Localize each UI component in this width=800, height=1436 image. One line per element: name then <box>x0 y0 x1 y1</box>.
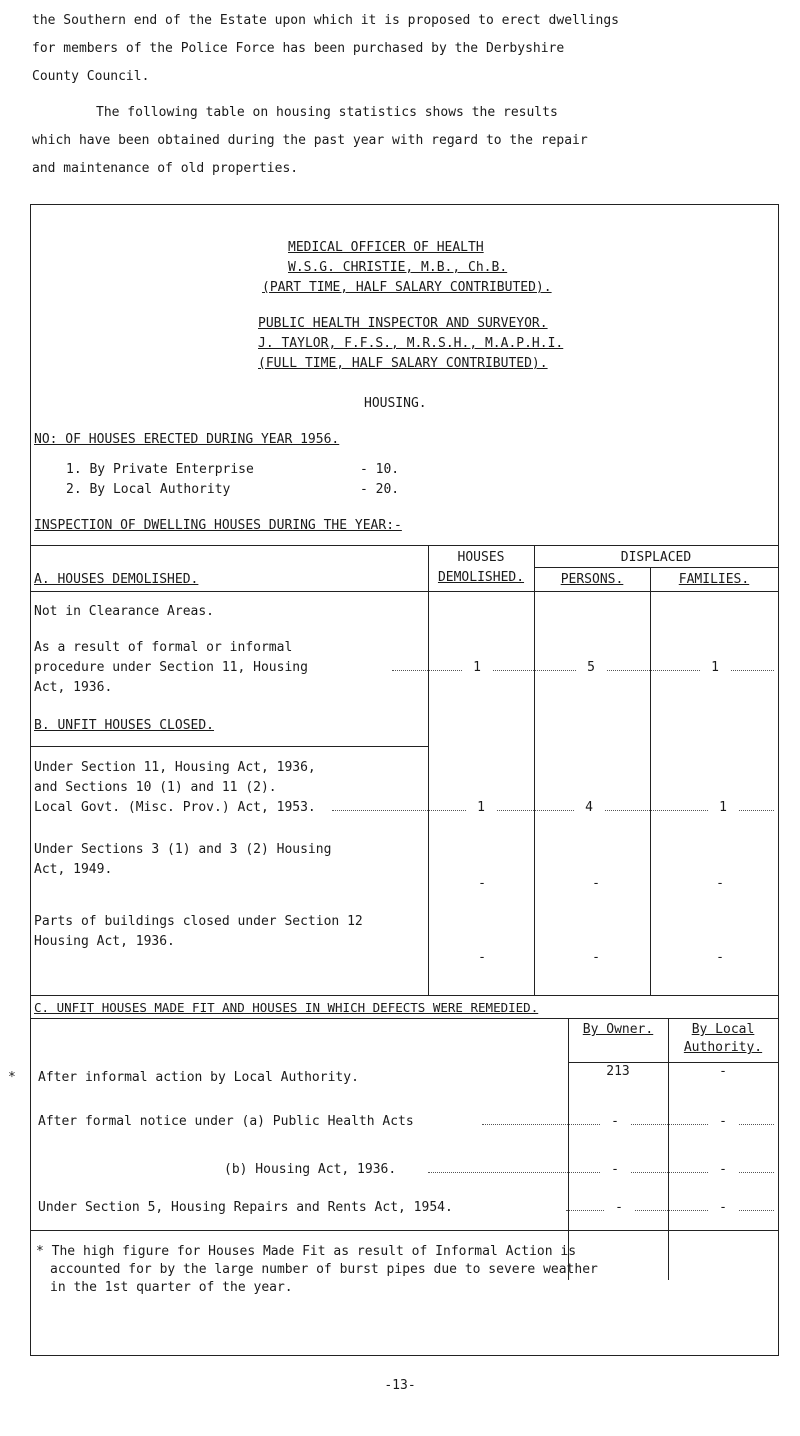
row4-houses-value: - <box>478 950 486 965</box>
row1-line-2: procedure under Section 11, Housing <box>34 660 308 675</box>
intro-line-5: which have been obtained during the past year with regard to the repair <box>32 133 588 148</box>
not-clearance-label: Not in Clearance Areas. <box>34 604 215 619</box>
row4-line-1: Parts of buildings closed under Section 12 <box>34 914 363 929</box>
table-c-header-bottom <box>568 1062 778 1063</box>
c-row2-la: - <box>708 1114 738 1129</box>
phi-title: PUBLIC HEALTH INSPECTOR AND SURVEYOR. <box>258 316 548 331</box>
frame-top-border <box>30 204 779 205</box>
col-houses-heading: HOUSES <box>457 550 505 565</box>
col-la-heading-2: Authority. <box>683 1040 763 1055</box>
moh-status: (PART TIME, HALF SALARY CONTRIBUTED). <box>262 280 552 295</box>
c-row3-la: - <box>708 1162 738 1177</box>
table-ab-col-2-divider <box>534 545 535 995</box>
row3-families-value: - <box>716 876 724 891</box>
row1-houses-value: 1 <box>462 660 492 675</box>
intro-line-4: The following table on housing statistics shows the results <box>96 105 558 120</box>
section-c-heading: C. UNFIT HOUSES MADE FIT AND HOUSES IN WHICH DEFECTS WERE REMEDIED. <box>34 1000 539 1015</box>
intro-line-3: County Council. <box>32 69 150 84</box>
footnote-line-1: * The high figure for Houses Made Fit as result of Informal Action is <box>36 1244 577 1259</box>
footnote-line-3: in the 1st quarter of the year. <box>50 1280 293 1295</box>
star-marker: * <box>8 1070 16 1085</box>
section-a-heading: A. HOUSES DEMOLISHED. <box>34 572 199 587</box>
erected-item-1-value: - 10. <box>360 462 400 477</box>
col-la-heading-1: By Local <box>691 1022 755 1037</box>
row3-line-1: Under Sections 3 (1) and 3 (2) Housing <box>34 842 332 857</box>
frame-right-border <box>778 204 779 1356</box>
c-row3-owner: - <box>600 1162 630 1177</box>
row2-line-2: and Sections 10 (1) and 11 (2). <box>34 780 277 795</box>
intro-line-6: and maintenance of old properties. <box>32 161 299 176</box>
section-b-heading: B. UNFIT HOUSES CLOSED. <box>34 718 215 733</box>
displaced-underline <box>534 567 778 568</box>
footnote-line-2: accounted for by the large number of burst pipes due to severe weather <box>50 1262 598 1277</box>
row1-line-1: As a result of formal or informal <box>34 640 293 655</box>
table-ab-header-bottom-border <box>30 591 778 592</box>
c-row4-label: Under Section 5, Housing Repairs and Rents Act, 1954. <box>38 1200 453 1215</box>
row3-persons-value: - <box>592 876 600 891</box>
moh-name: W.S.G. CHRISTIE, M.B., Ch.B. <box>288 260 508 275</box>
row1-families-value: 1 <box>700 660 730 675</box>
col-demolished-heading: DEMOLISHED. <box>437 570 525 585</box>
table-ab-bottom-border <box>30 995 778 996</box>
erected-item-2-label: 2. By Local Authority <box>66 482 231 497</box>
row4-persons-value: - <box>592 950 600 965</box>
erected-item-2-value: - 20. <box>360 482 400 497</box>
table-ab-col-1-divider <box>428 545 429 995</box>
c-row2-label: After formal notice under (a) Public Health Acts <box>38 1114 414 1129</box>
page-number: -13- <box>384 1378 416 1393</box>
inspection-title: INSPECTION OF DWELLING HOUSES DURING THE YEAR:- <box>34 518 402 533</box>
erected-title: NO: OF HOUSES ERECTED DURING YEAR 1956. <box>34 432 340 447</box>
row3-line-2: Act, 1949. <box>34 862 113 877</box>
c-row3-label: (b) Housing Act, 1936. <box>224 1162 397 1177</box>
c-row4-la: - <box>708 1200 738 1215</box>
intro-line-1: the Southern end of the Estate upon which it is proposed to erect dwellings <box>32 13 619 28</box>
section-c-rule <box>30 1018 778 1019</box>
intro-line-2: for members of the Police Force has been purchased by the Derbyshire <box>32 41 565 56</box>
erected-item-1-label: 1. By Private Enterprise <box>66 462 254 477</box>
moh-title: MEDICAL OFFICER OF HEALTH <box>288 240 484 255</box>
col-displaced-heading: DISPLACED <box>620 550 692 565</box>
row2-line-3: Local Govt. (Misc. Prov.) Act, 1953. <box>34 800 316 815</box>
row1-persons-value: 5 <box>576 660 606 675</box>
col-families-heading: FAMILIES. <box>678 572 750 587</box>
c-row4-leader <box>566 1210 774 1211</box>
table-ab-top-border <box>30 545 778 546</box>
c-row1-owner: 213 <box>606 1064 630 1079</box>
table-c-col-2-divider <box>668 1018 669 1280</box>
row1-line-3: Act, 1936. <box>34 680 113 695</box>
c-row2-owner: - <box>600 1114 630 1129</box>
table-c-col-1-divider <box>568 1018 569 1280</box>
table-ab-col-3-divider <box>650 568 651 995</box>
row3-houses-value: - <box>478 876 486 891</box>
col-persons-heading: PERSONS. <box>560 572 624 587</box>
phi-status: (FULL TIME, HALF SALARY CONTRIBUTED). <box>258 356 548 371</box>
c-row4-owner: - <box>604 1200 634 1215</box>
frame-bottom-border <box>30 1355 779 1356</box>
row4-line-2: Housing Act, 1936. <box>34 934 175 949</box>
row2-families-value: 1 <box>708 800 738 815</box>
phi-name: J. TAYLOR, F.F.S., M.R.S.H., M.A.P.H.I. <box>258 336 564 351</box>
row2-houses-value: 1 <box>466 800 496 815</box>
c-row1-la: - <box>719 1064 727 1079</box>
row2-persons-value: 4 <box>574 800 604 815</box>
col-owner-heading: By Owner. <box>582 1022 654 1037</box>
row2-line-1: Under Section 11, Housing Act, 1936, <box>34 760 316 775</box>
housing-heading: HOUSING. <box>364 396 427 411</box>
frame-left-border <box>30 204 31 1356</box>
section-b-rule <box>30 746 428 747</box>
row4-families-value: - <box>716 950 724 965</box>
c-row1-label: After informal action by Local Authority. <box>38 1070 359 1085</box>
table-c-bottom-border <box>30 1230 778 1231</box>
